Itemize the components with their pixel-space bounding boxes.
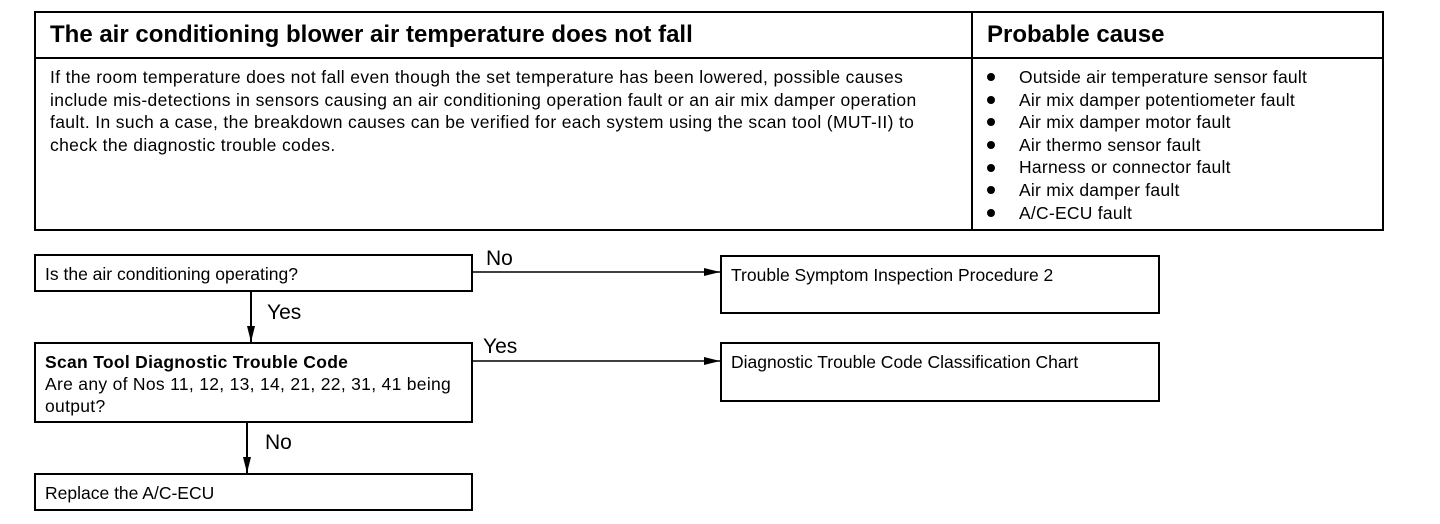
symptom-title: The air conditioning blower air temperature does not fall xyxy=(36,13,971,59)
label-q2-yes: Yes xyxy=(483,335,518,358)
question-scan-tool-dtc xyxy=(34,342,473,423)
cause-item: Harness or connector fault xyxy=(987,156,1382,179)
probable-cause-header: Probable cause xyxy=(973,13,1382,59)
result-inspection-procedure-2: Trouble Symptom Inspection Procedure 2 xyxy=(720,255,1160,314)
symptom-description: If the room temperature does not fall even though the set temperature has been lowered, possible causes include mis-detections in sensors causing an air conditioning operation fault or an air mix damper operation fault. In such a case, the breakdown causes can be verified for each system using the scan tool (MUT-II) to check the diagnostic trouble codes. xyxy=(50,67,917,155)
label-q2-no: No xyxy=(265,431,292,454)
cause-item: Air mix damper potentiometer fault xyxy=(987,89,1382,112)
cause-item: Outside air temperature sensor fault xyxy=(987,66,1382,89)
label-q1-no: No xyxy=(486,247,513,270)
question-ac-operating: Is the air conditioning operating? xyxy=(34,254,473,292)
cause-item: A/C-ECU fault xyxy=(987,202,1382,225)
action-replace-ac-ecu: Replace the A/C-ECU xyxy=(34,473,473,511)
cause-item: Air mix damper motor fault xyxy=(987,111,1382,134)
cause-item: Air mix damper fault xyxy=(987,179,1382,202)
result-dtc-classification-chart: Diagnostic Trouble Code Classification Chart xyxy=(720,342,1160,402)
cause-item: Air thermo sensor fault xyxy=(987,134,1382,157)
scan-tool-question: Are any of Nos 11, 12, 13, 14, 21, 22, 31, 41 being output? xyxy=(45,374,452,416)
label-q1-yes: Yes xyxy=(267,301,302,324)
scan-tool-title: Scan Tool Diagnostic Trouble Code xyxy=(45,352,349,372)
